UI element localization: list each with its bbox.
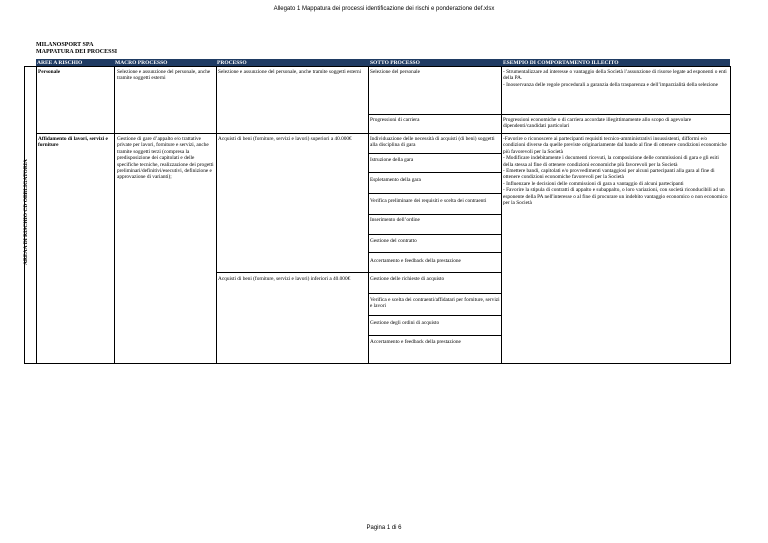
- sotto-processo-item: Accertamento e feedback della prestazione: [370, 339, 461, 345]
- company-name: MILANOSPORT SPA: [36, 42, 94, 48]
- col-header-area: AREE A RISCHIO: [37, 60, 83, 66]
- col-header-sotto: SOTTO PROCESSO: [370, 60, 420, 66]
- doc-subtitle: MAPPATURA DEI PROCESSI: [36, 49, 118, 55]
- macro-personale: Selezione e assunzione del personale, anche tramite soggetti esterni: [117, 69, 211, 82]
- grid-line: [368, 293, 501, 294]
- grid-line: [368, 193, 501, 194]
- grid-line: [24, 66, 731, 67]
- sotto-processo-item: Accertamento e feedback della prestazione: [370, 258, 461, 264]
- sotto-processo-item: Gestione delle richieste di acquisto: [370, 276, 445, 282]
- sotto-processo-item: Verifica e scelta dei contraenti/affidatari per forniture, servizi e lavori: [370, 297, 500, 310]
- sotto-processo-item: Istruzione della gara: [370, 157, 414, 163]
- processo-acquisti-inferiori: Acquisti di beni (forniture, servizi e lavori) inferiori a 40.000€: [218, 276, 351, 282]
- processo-personale: Selezione e assunzione del personale, anche tramite soggetti esterni: [218, 69, 362, 75]
- grid-line: [368, 114, 730, 115]
- grid-line: [36, 133, 730, 134]
- processo-acquisti-superiori: Acquisti di beni (forniture, servizi e lavori) superiori a 40.000€: [218, 136, 352, 142]
- col-header-esempio: ESEMPIO DI COMPORTAMENTO ILLECITO: [503, 60, 619, 66]
- esempio-selezione: - Strumentalizzare ad interesse o vantaggio della Società l’assunzione di risorse legate ad esponenti o enti della PA. - Inosservanza delle regole procedurali a garanzia della trasparenza e dell’imparzialità della selezione: [503, 69, 727, 88]
- sotto-processo-item: Verifica preliminare dei requisiti e scelta dei contraenti: [370, 198, 487, 204]
- esempio-progressioni: Progressioni economiche o di carriera accordate illegittimamente allo scopo di agevolare dipendenti/candidati particolari: [503, 117, 692, 130]
- sotto-selezione: Selezione del personale: [370, 69, 421, 75]
- grid-line: [730, 66, 731, 364]
- grid-line: [216, 272, 501, 273]
- page-footer: Pagina 1 di 6: [366, 525, 402, 531]
- grid-line: [114, 66, 115, 364]
- vertical-area-label: AREAA DI RISCHIO CD OBBLIGATORIA: [23, 159, 29, 265]
- macro-affidamento: Gestione di gare d’appalto e/o trattative private per lavori, forniture e servizi, anche tramite soggetti terzi (compresa la predisposizione dei capitolati e delle specifiche tecniche, realizzazione dei progetti preliminari/definitivi/esecutivi, definizione e approvazione di varianti);: [117, 136, 214, 181]
- col-header-macro: MACRO PROCESSO: [115, 60, 168, 66]
- grid-line: [368, 66, 369, 364]
- grid-line: [24, 363, 731, 364]
- grid-line: [36, 66, 37, 364]
- sotto-processo-item: Individuazione delle necessità di acquisti (di beni) soggetti alla disciplina di gara: [370, 136, 495, 149]
- sotto-processo-item: Inserimento dell’ordine: [370, 217, 420, 223]
- sotto-processo-item: Gestione del contratto: [370, 238, 417, 244]
- area-affidamento: Affidamento di lavori, servizi e forniture: [38, 136, 108, 149]
- sotto-processo-item: Gestione degli ordini di acquisto: [370, 320, 440, 326]
- grid-line: [216, 66, 217, 364]
- org-block: [36, 42, 117, 56]
- grid-line: [368, 252, 501, 253]
- area-personale: Personale: [38, 69, 61, 75]
- grid-line: [501, 66, 502, 364]
- col-header-processo: PROCESSO: [217, 60, 247, 66]
- sotto-processo-item: Espletamento della gara: [370, 177, 421, 183]
- grid-line: [368, 315, 501, 316]
- grid-line: [368, 153, 501, 154]
- grid-line: [368, 172, 501, 173]
- grid-line: [368, 214, 501, 215]
- esempio-affidamento: -Favorire o riconoscere ai partecipanti requisiti tecnico-amministrativi insussistenti, difformi e/o condizioni diverse da quelle previste originariamente dal bando al fine di ottenere condizioni economiche più favorevoli per la Società - Modificare indebitamente i documenti ricevuti, la composizione delle commissioni di gara e gli esiti della stessa al fine di ottenere condizioni economiche più favorevoli per la Società - Emettere bandi, capitolati e/o provvedimenti vantaggiosi per alcuni partecipanti alla gara al fine di ottenere condizioni economiche favorevoli per la Società - Influenzare le decisioni delle commissioni di gara a vantaggio di alcuni partecipanti - Favorire la stipula di contratti di appalto e subappalto, o loro variazioni, con società riconducibili ad un esponente della PA nell'interesse o al fine di procurare un indebito vantaggio economico o non economico per la Società: [503, 136, 728, 207]
- sotto-progressioni: Progressioni di carriera: [370, 117, 420, 123]
- grid-line: [368, 335, 501, 336]
- document-header: Allegato 1 Mappatura dei processi identificazione dei rischi e ponderazione def.xlsx: [273, 6, 495, 12]
- grid-line: [368, 234, 501, 235]
